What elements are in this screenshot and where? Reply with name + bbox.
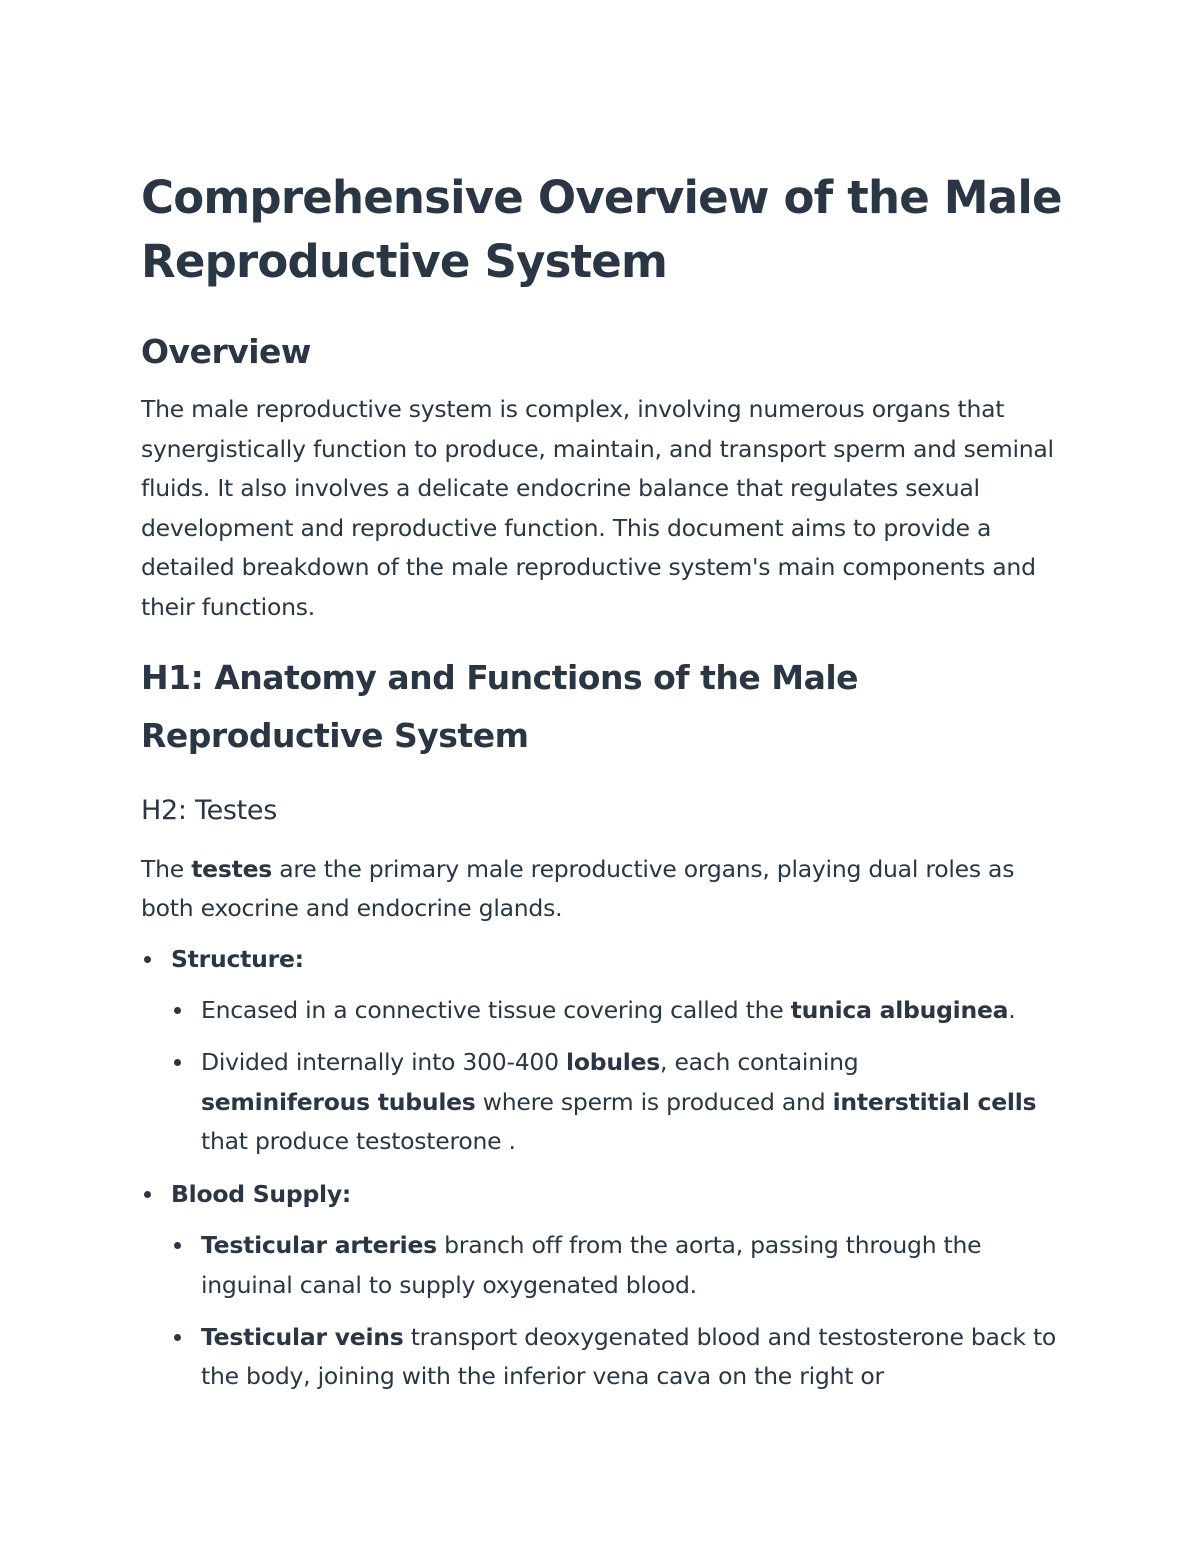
document-content (141, 166, 1071, 1397)
overview-heading: Overview (141, 332, 311, 371)
testes-intro-paragraph (141, 850, 1071, 929)
bullet-icon (144, 1191, 151, 1198)
subsection-heading: H2: Testes (141, 794, 278, 826)
blood-supply-label: Blood Supply: (171, 1179, 352, 1208)
bullet-icon (144, 956, 151, 963)
testes-detail-list (141, 940, 1071, 1397)
section-heading: H1: Anatomy and Functions of the Male Reproductive System (141, 657, 859, 755)
bold-term-tunica-albuginea: tunica albuginea (790, 996, 1009, 1025)
text-run: that produce testosterone . (201, 1127, 516, 1156)
document-title: Comprehensive Overview of the Male Reproductive System (141, 171, 1062, 288)
bullet-icon (174, 1242, 181, 1249)
bold-term-testicular-veins: Testicular veins (201, 1322, 404, 1351)
list-item-blood-supply (141, 1175, 1071, 1397)
bullet-icon (174, 1334, 181, 1341)
list-item-text (201, 1226, 1071, 1305)
list-item (171, 1043, 1071, 1162)
text-run: Encased in a connective tissue covering called the (201, 996, 791, 1025)
bold-term-seminiferous-tubules: seminiferous tubules (201, 1087, 476, 1116)
text-run: . (1008, 996, 1016, 1025)
list-item-text (201, 1318, 1071, 1397)
list-item (171, 1318, 1071, 1397)
list-item-text (201, 991, 1071, 1031)
overview-paragraph: The male reproductive system is complex, involving numerous organs that synergistically function to produce, maintain, and transport sperm and seminal fluids. It also involves a delicate endocrine balance that regulates sexual development and reproductive function. This document aims to provide a detailed breakdown of the male reproductive system's main components and their functions. (141, 395, 1054, 621)
list-item (171, 991, 1071, 1031)
text-run: , each containing (660, 1047, 859, 1076)
bullet-icon (174, 1059, 181, 1066)
structure-label: Structure: (171, 944, 304, 973)
blood-supply-sublist (171, 1226, 1071, 1396)
structure-sublist (171, 991, 1071, 1161)
list-item-structure (141, 940, 1071, 1162)
text-run: where sperm is produced and (475, 1087, 833, 1116)
bold-term-testes: testes (191, 854, 273, 883)
text-run: The (141, 854, 192, 883)
bullet-icon (174, 1007, 181, 1014)
text-run: Divided internally into 300-400 (201, 1047, 567, 1076)
text-run: transport deoxygenated blood and testosterone back to the body, joining with the inferior vena cava on the right or (201, 1322, 1057, 1391)
text-run: are the primary male reproductive organs, playing dual roles as both exocrine and endocrine glands. (141, 854, 1015, 923)
bold-term-interstitial-cells: interstitial cells (832, 1087, 1037, 1116)
bold-term-lobules: lobules (566, 1047, 661, 1076)
list-item-text (201, 1043, 1071, 1162)
text-run: branch off from the aorta, passing through the inguinal canal to supply oxygenated blood. (201, 1231, 982, 1299)
bold-term-testicular-arteries: Testicular arteries (201, 1231, 437, 1260)
list-item (171, 1226, 1071, 1305)
